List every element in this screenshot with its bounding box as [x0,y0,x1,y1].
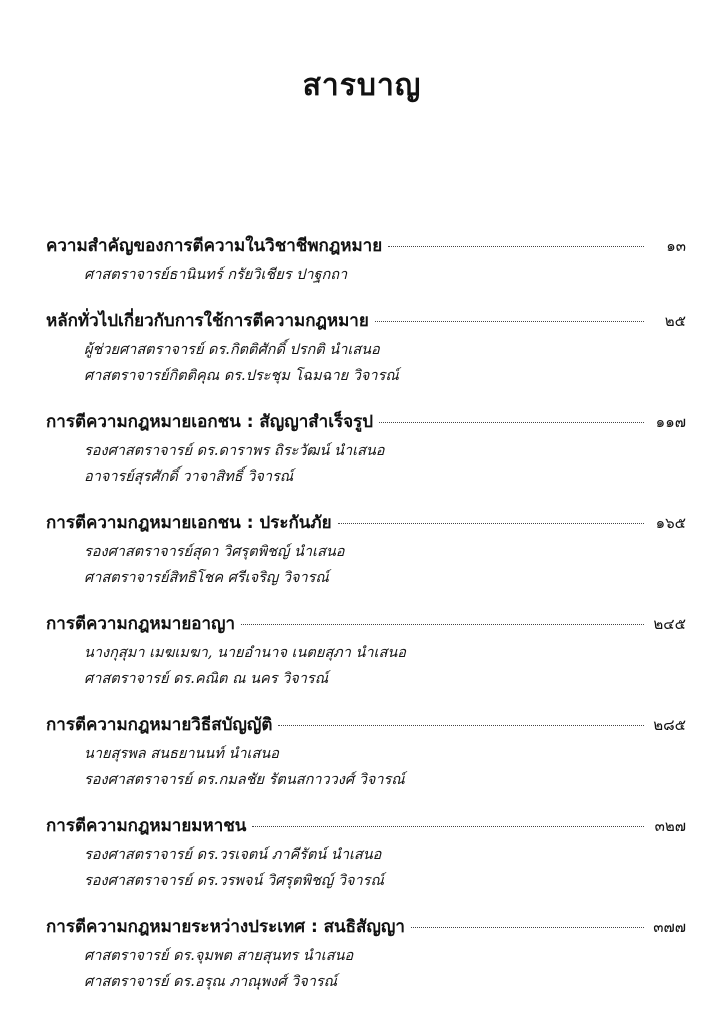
toc-entry-title: การตีความกฎหมายเอกชน : สัญญาสำเร็จรูป [46,412,374,432]
toc-entry-page: ๓๒๗ [654,817,686,835]
page-title: สารบาญ [302,68,422,103]
toc-entry-title: การตีความกฎหมายมหาชน [46,816,247,836]
toc-entry-speaker: ศาสตราจารย์กิตติคุณ ดร.ประชุม โฉมฉาย วิจารณ์ [84,368,399,384]
toc-entry-speaker: รองศาสตราจารย์ ดร.วรเจตน์ ภาคีรัตน์ นำเสนอ [84,847,382,863]
toc-entry-title: การตีความกฎหมายระหว่างประเทศ : สนธิสัญญา [46,917,405,937]
toc-entry [46,913,686,995]
dot-leader [388,246,644,247]
dot-leader [411,927,644,928]
toc-entry [46,232,686,288]
toc-entry-heading [46,610,686,640]
toc-entry-speaker: อาจารย์สุรศักดิ์ วาจาสิทธิ์ วิจารณ์ [84,469,294,485]
toc-entry-title: หลักทั่วไปเกี่ยวกับการใช้การตีความกฎหมาย [46,311,369,331]
toc-entry-heading [46,711,686,741]
toc-entry-speaker: ผู้ช่วยศาสตราจารย์ ดร.กิตติศักดิ์ ปรกติ นำเสนอ [84,342,380,358]
toc-entry-speaker: รองศาสตราจารย์สุดา วิศรุตพิชญ์ นำเสนอ [84,544,345,560]
toc-entry [46,812,686,894]
dot-leader [338,523,644,524]
toc-entry-speaker: ศาสตราจารย์ ดร.คณิต ณ นคร วิจารณ์ [84,671,329,687]
toc-entry-heading [46,307,686,337]
toc-entry-title: การตีความกฎหมายวิธีสบัญญัติ [46,715,273,735]
dot-leader [252,826,644,827]
toc-entry-title: ความสำคัญของการตีความในวิชาชีพกฎหมาย [46,236,383,256]
toc-entry-page: ๑๓ [666,237,686,255]
toc-entry [46,711,686,793]
toc-entry-page: ๒๘๕ [653,716,686,734]
toc-entry [46,408,686,490]
toc-entry [46,307,686,389]
toc-entry-heading [46,232,686,262]
toc-entry-page: ๑๖๕ [655,514,686,532]
toc-entry-heading [46,408,686,438]
toc-entry-speaker: รองศาสตราจารย์ ดร.กมลชัย รัตนสกาววงศ์ วิจารณ์ [84,772,405,788]
toc-entry-heading [46,913,686,943]
toc-entry-speaker: ศาสตราจารย์สิทธิโชค ศรีเจริญ วิจารณ์ [84,570,329,586]
dot-leader [375,321,644,322]
toc-entry-speaker: รองศาสตราจารย์ ดร.วรพจน์ วิศรุตพิชญ์ วิจารณ์ [84,873,384,889]
toc-entry-page: ๑๑๗ [655,413,686,431]
table-of-contents [46,232,686,1014]
toc-entry-speaker: รองศาสตราจารย์ ดร.ดาราพร ถิระวัฒน์ นำเสนอ [84,443,385,459]
toc-entry-page: ๒๕ [664,312,686,330]
dot-leader [379,422,644,423]
toc-entry [46,610,686,692]
toc-entry-heading [46,509,686,539]
toc-entry [46,509,686,591]
toc-entry-title: การตีความกฎหมายเอกชน : ประกันภัย [46,513,332,533]
toc-entry-speaker: นายสุรพล สนธยานนท์ นำเสนอ [84,746,279,762]
toc-entry-page: ๒๔๕ [653,615,686,633]
toc-entry-speaker: ศาสตราจารย์ ดร.จุมพต สายสุนทร นำเสนอ [84,948,354,964]
dot-leader [278,725,644,726]
toc-entry-page: ๓๗๗ [653,918,686,936]
dot-leader [241,624,644,625]
toc-entry-speaker: ศาสตราจารย์ธานินทร์ กรัยวิเชียร ปาฐกถา [84,267,348,283]
toc-entry-speaker: นางกุสุมา เมฆเมฆา, นายอำนาจ เนตยสุภา นำเสนอ [84,645,406,661]
toc-entry-speaker: ศาสตราจารย์ ดร.อรุณ ภาณุพงศ์ วิจารณ์ [84,974,338,990]
toc-entry-heading [46,812,686,842]
toc-entry-title: การตีความกฎหมายอาญา [46,614,236,634]
